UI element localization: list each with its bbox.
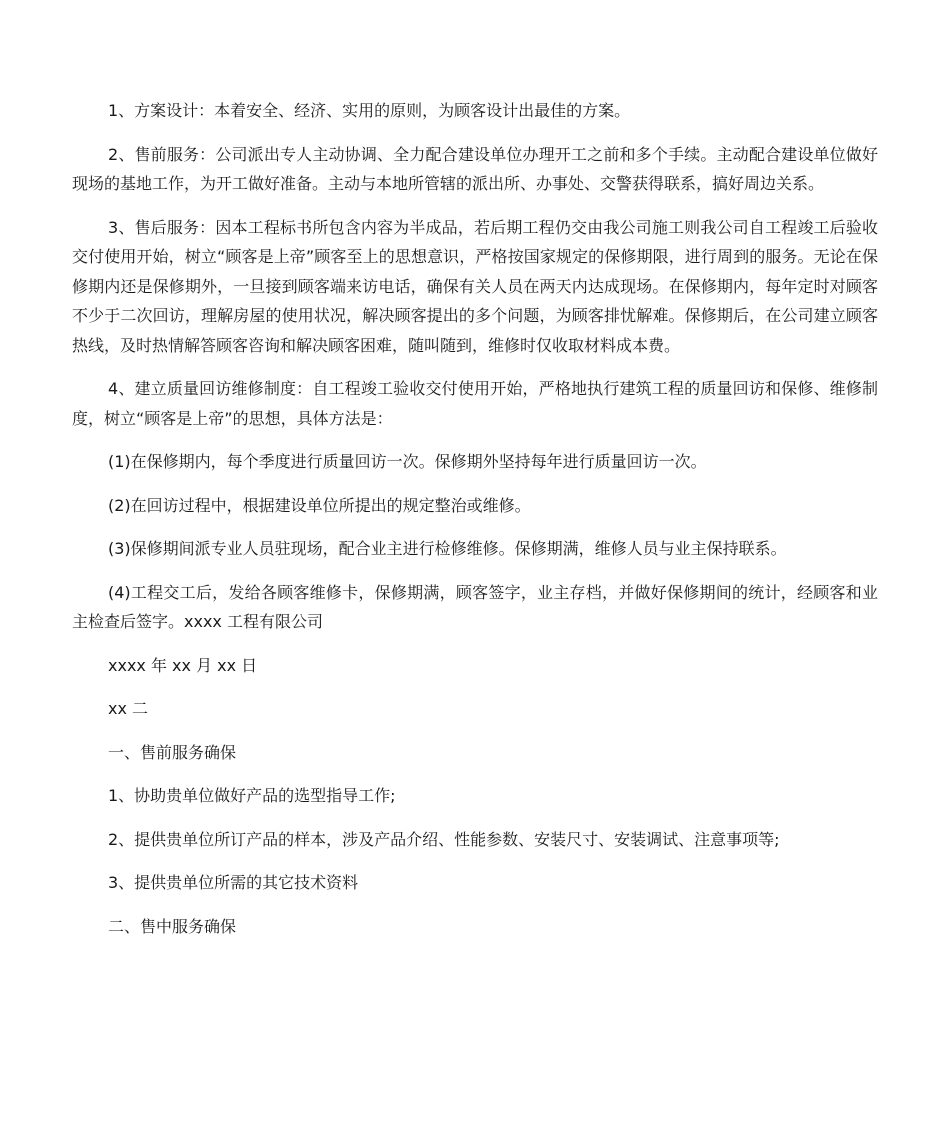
paragraph-quality-visit: 4、建立质量回访维修制度：自工程竣工验收交付使用开始，严格地执行建筑工程的质量回访和保修、维修制度，树立“顾客是上帝”的思想，具体方法是：: [72, 379, 878, 428]
paragraph-date: xxxx 年 xx 月 xx 日: [108, 655, 258, 675]
paragraph-item-1: (1)在保修期内，每个季度进行质量回访一次。保修期外坚持每年进行质量回访一次。: [108, 452, 707, 471]
paragraph-design: 1、方案设计：本着安全、经济、实用的原则，为顾客设计出最佳的方案。: [108, 101, 631, 120]
heading-insale-guarantee: 二、售中服务确保: [108, 916, 237, 936]
paragraph-item-2: (2)在回访过程中，根据建设单位所提出的规定整治或维修。: [108, 495, 531, 515]
paragraph-guarantee-2: 2、提供贵单位所订产品的样本，涉及产品介绍、性能参数、安装尺寸、安装调试、注意事项等;: [108, 829, 780, 849]
paragraph-guarantee-3: 3、提供贵单位所需的其它技术资料: [108, 873, 359, 892]
paragraph-section-two: xx 二: [108, 699, 149, 718]
paragraph-item-4: (4)工程交工后，发给各顾客维修卡，保修期满，顾客签字，业主存档，并做好保修期间的统计，经顾客和业主检查后签字。xxxx 工程有限公司: [72, 582, 878, 631]
paragraph-aftersale: 3、售后服务：因本工程标书所包含内容为半成品，若后期工程仍交由我公司施工则我公司自工程竣工后验收交付使用开始，树立“顾客是上帝”顾客至上的思想意识，严格按国家规定的保修期限，进行周到的服务。无论在保修期内还是保修期外，一旦接到顾客端来访电话，确保有关人员在两天内达成现场。在保修期内，每年定时对顾客不少于二次回访，理解房屋的使用状况，解决顾客提出的多个问题，为顾客排忧解难。保修期后，在公司建立顾客热线，及时热情解答顾客咨询和解决顾客困难，随叫随到，维修时仅收取材料成本费。: [72, 217, 878, 355]
paragraph-guarantee-1: 1、协助贵单位做好产品的选型指导工作;: [108, 786, 396, 805]
paragraph-item-3: (3)保修期间派专业人员驻现场，配合业主进行检修维修。保修期满，维修人员与业主保持联系。: [108, 539, 787, 558]
paragraph-presale: 2、售前服务：公司派出专人主动协调、全力配合建设单位办理开工之前和多个手续。主动配合建设单位做好现场的基地工作，为开工做好准备。主动与本地所管辖的派出所、办事处、交警获得联系，搞好周边关系。: [72, 144, 878, 193]
heading-presale-guarantee: 一、售前服务确保: [108, 742, 237, 762]
